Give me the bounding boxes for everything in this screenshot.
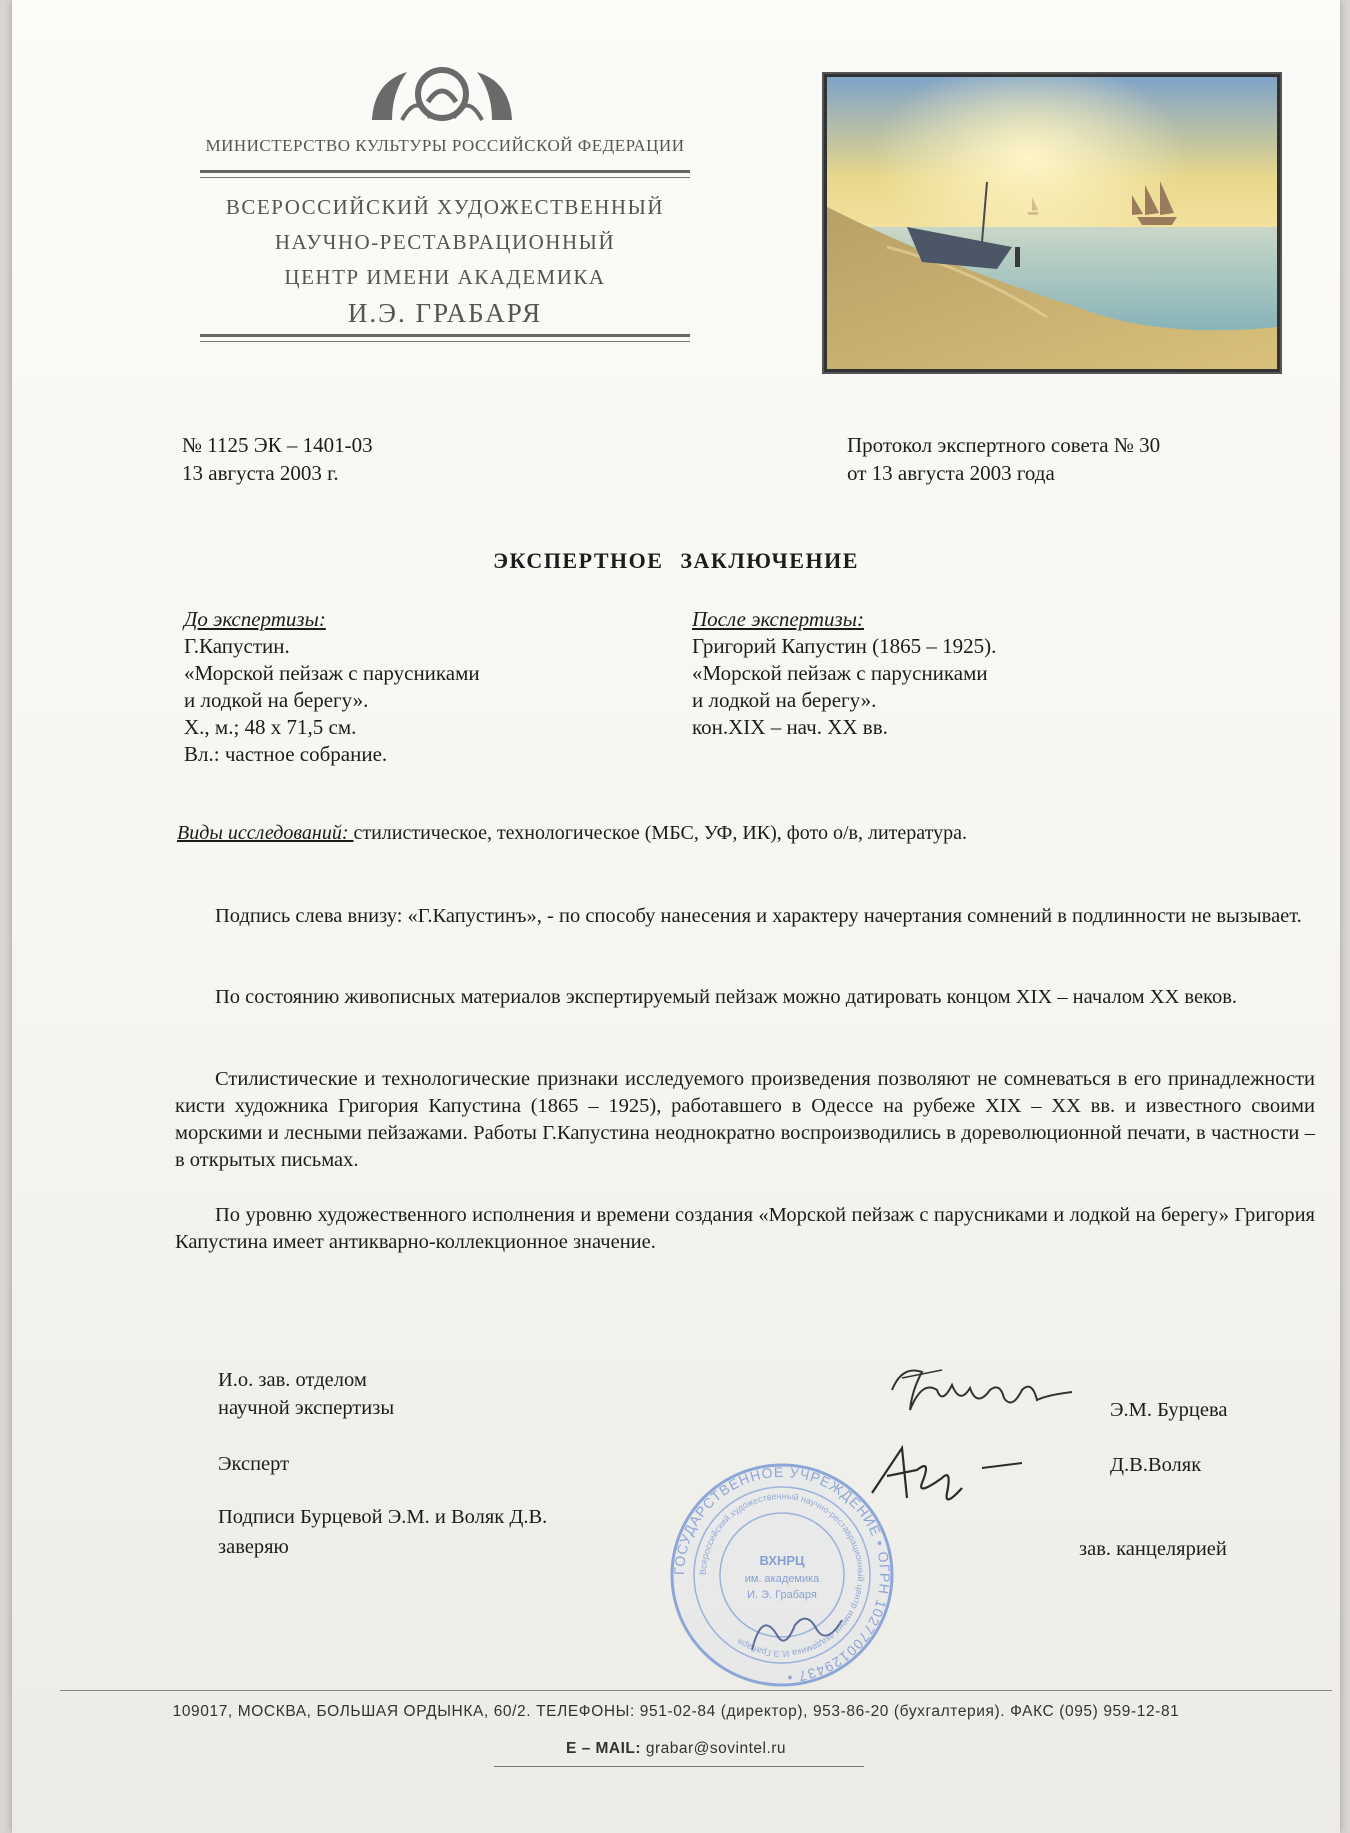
certify-line-2: заверяю [218,1536,289,1558]
document-page [12,0,1340,1833]
head-name: Э.М. Бурцева [1110,1399,1228,1421]
studies-value: стилистическое, технологическое (МБС, УФ, ИК), фото о/в, литература. [353,822,967,844]
studies-label: Виды исследований: [177,822,354,844]
institution-logo-icon [362,62,522,124]
after-expertise-block [692,606,996,741]
before-heading: До экспертизы: [184,607,326,631]
protocol-line-1: Протокол экспертного совета № 30 [847,433,1161,457]
certify-line-1: Подписи Бурцевой Э.М. и Воляк Д.В. [218,1506,548,1528]
ministry-title: МИНИСТЕРСТВО КУЛЬТУРЫ РОССИЙСКОЙ ФЕДЕРАЦИИ [205,136,685,155]
footer-email: grabar@sovintel.ru [641,1740,787,1757]
after-line: и лодкой на берегу». [692,688,877,712]
before-line: «Морской пейзаж с парусниками [184,661,480,685]
letterhead-bottom-divider-thin [200,341,690,342]
paragraph-value: По уровню художественного исполнения и времени создания «Морской пейзаж с парусниками и лодкой на берегу» Григория Капустина имеет антикварно-коллекционное значение. [175,1204,1315,1253]
after-heading: После экспертизы: [692,607,864,631]
letterhead-divider [200,170,690,173]
before-expertise-block [184,606,480,768]
official-stamp-icon [667,1460,897,1690]
before-line: Х., м.; 48 х 71,5 см. [184,715,357,739]
after-line: Григорий Капустин (1865 – 1925). [692,634,997,658]
expert-role: Эксперт [218,1453,290,1475]
head-role-line-2: научной экспертизы [218,1397,395,1419]
protocol-line-2: от 13 августа 2003 года [847,461,1055,485]
before-line: Вл.: частное собрание. [184,742,388,766]
expert-name: Д.В.Воляк [1110,1454,1202,1476]
center-name-line-2: НАУЧНО-РЕСТАВРАЦИОННЫЙ [274,230,616,254]
footer-address: 109017, МОСКВА, БОЛЬШАЯ ОРДЫНКА, 60/2. ТЕЛЕФОНЫ: 951-02-84 (директор), 953-86-20 (бухгалтерия). ФАКС (095) 959-12-81 [172,1703,1180,1720]
center-name-line-3: ЦЕНТР ИМЕНИ АКАДЕМИКА [284,265,606,289]
stamp-center-1: ВХНРЦ [759,1553,805,1568]
paragraph-attribution: Стилистические и технологические признаки исследуемого произведения позволяют не сомневаться в его принадлежности кисти художника Григория Капустина (1865 – 1925), работавшего в Одессе на рубеже XIX – XX вв. и известного своими морскими и лесными пейзажами. Работы Г.Капустина неоднократно воспроизводились в дореволюционной печати, в частности – в открытых письмах. [175,1068,1315,1171]
document-number: № 1125 ЭК – 1401-03 [182,433,373,457]
before-line: и лодкой на берегу». [184,688,369,712]
after-line: кон.XIX – нач. XX вв. [692,715,888,739]
letterhead-bottom-divider [200,334,690,337]
stamp-center-2: им. академика [744,1573,820,1585]
center-name-grabar: И.Э. ГРАБАРЯ [347,298,543,328]
paragraph-dating: По состоянию живописных материалов экспертируемый пейзаж можно датировать концом XIX – началом XX веков. [215,986,1238,1008]
head-role-line-1: И.о. зав. отделом [218,1369,367,1391]
stamp-ring-text: ГОСУДАРСТВЕННОЕ УЧРЕЖДЕНИЕ • ОГРН 1027700129437 • [670,1463,894,1686]
footer-email-underline [494,1766,864,1767]
footer-divider [60,1690,1332,1691]
signature-burtseva-icon [882,1360,1082,1430]
document-date: 13 августа 2003 г. [182,461,339,485]
document-title: ЭКСПЕРТНОЕ ЗАКЛЮЧЕНИЕ [493,548,859,573]
center-name-line-1: ВСЕРОССИЙСКИЙ ХУДОЖЕСТВЕННЫЙ [225,195,665,219]
letterhead-divider-thin [200,177,690,178]
paragraph-signature: Подпись слева внизу: «Г.Капустинъ», - по способу нанесения и характеру начертания сомнений в подлинности не вызывает. [215,905,1302,927]
before-line: Г.Капустин. [184,634,290,658]
office-role: зав. канцелярией [1079,1538,1227,1560]
seascape-painting-image [827,77,1277,369]
studies-line [177,822,967,845]
stamp-center-3: И. Э. Грабаря [747,1589,817,1601]
footer-email-label: E – MAIL: [565,1740,642,1757]
after-line: «Морской пейзаж с парусниками [692,661,988,685]
painting-photo [822,72,1282,374]
footer-email-line [12,1740,1340,1758]
stamp-inner-ring-text: Всероссийский художественный научно-реставрационный центр имени академика И.Э.Грабаря [697,1490,867,1660]
